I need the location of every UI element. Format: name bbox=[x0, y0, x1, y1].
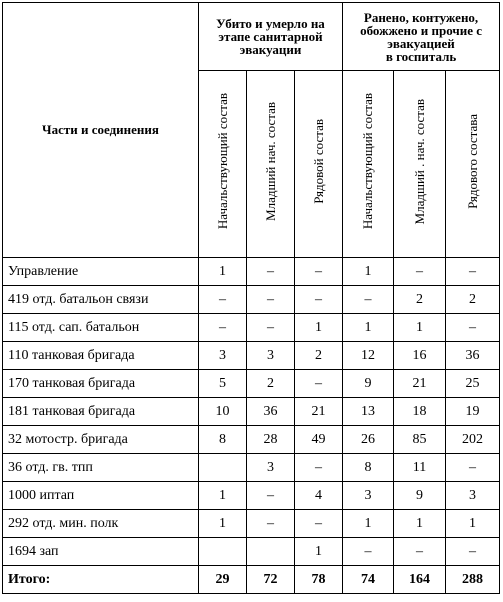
group-wounded-line: эвакуацией bbox=[387, 35, 455, 51]
unit-name: 1694 зап bbox=[3, 538, 199, 566]
table-cell: 18 bbox=[394, 398, 446, 426]
table-cell: 21 bbox=[394, 370, 446, 398]
table-cell: – bbox=[446, 258, 500, 286]
unit-name: 110 танковая бригада bbox=[3, 342, 199, 370]
unit-name: 115 отд. сап. батальон bbox=[3, 314, 199, 342]
table-cell: 1 bbox=[199, 258, 247, 286]
table-cell: – bbox=[199, 286, 247, 314]
total-cell: 78 bbox=[295, 566, 343, 594]
table-row bbox=[3, 454, 500, 482]
table-cell: 2 bbox=[295, 342, 343, 370]
table-cell: 1 bbox=[446, 510, 500, 538]
table-row bbox=[3, 286, 500, 314]
col-header-label: Младший . нач. состав bbox=[411, 98, 427, 225]
table-cell: – bbox=[247, 286, 295, 314]
table-row bbox=[3, 398, 500, 426]
table-row bbox=[3, 538, 500, 566]
table-cell: – bbox=[247, 510, 295, 538]
total-cell: 72 bbox=[247, 566, 295, 594]
table-cell: 202 bbox=[446, 426, 500, 454]
col-header-label: Младший нач. состав bbox=[262, 102, 278, 221]
col-header-5 bbox=[394, 71, 446, 258]
table-cell: 1 bbox=[394, 510, 446, 538]
table-cell: 10 bbox=[199, 398, 247, 426]
table-cell: – bbox=[295, 286, 343, 314]
table-cell: – bbox=[295, 454, 343, 482]
col-header-4 bbox=[343, 71, 394, 258]
table-cell: 49 bbox=[295, 426, 343, 454]
table-row bbox=[3, 314, 500, 342]
unit-name: Управление bbox=[3, 258, 199, 286]
unit-name: 292 отд. мин. полк bbox=[3, 510, 199, 538]
table-cell: – bbox=[394, 538, 446, 566]
col-header-label: Начальствующий состав bbox=[214, 93, 230, 230]
table-cell: 1 bbox=[394, 314, 446, 342]
table-cell: 36 bbox=[247, 398, 295, 426]
total-label: Итого: bbox=[3, 566, 199, 594]
col-header-1 bbox=[199, 71, 247, 258]
table-cell: 25 bbox=[446, 370, 500, 398]
col-header-6 bbox=[446, 71, 500, 258]
table-cell: 36 bbox=[446, 342, 500, 370]
table-cell: 11 bbox=[394, 454, 446, 482]
table-cell: 16 bbox=[394, 342, 446, 370]
table-cell: – bbox=[446, 538, 500, 566]
table-cell: – bbox=[295, 370, 343, 398]
col-header-label: Начальствующий состав bbox=[360, 93, 376, 230]
total-cell: 29 bbox=[199, 566, 247, 594]
table-cell: 3 bbox=[446, 482, 500, 510]
table-cell: – bbox=[295, 510, 343, 538]
unit-name: 32 мотостр. бригада bbox=[3, 426, 199, 454]
table-cell: 2 bbox=[394, 286, 446, 314]
table-cell: 13 bbox=[343, 398, 394, 426]
table-cell: – bbox=[199, 314, 247, 342]
table-cell: – bbox=[446, 454, 500, 482]
unit-name: 1000 иптап bbox=[3, 482, 199, 510]
table-cell: 3 bbox=[343, 482, 394, 510]
table-cell: 1 bbox=[343, 258, 394, 286]
row-header-label: Части и соединения bbox=[42, 122, 159, 137]
casualty-table bbox=[2, 2, 500, 594]
table-row bbox=[3, 482, 500, 510]
table-cell: 2 bbox=[247, 370, 295, 398]
group-wounded-line: обожжено и прочие с bbox=[360, 22, 482, 38]
table-cell: – bbox=[247, 258, 295, 286]
table-cell: 5 bbox=[199, 370, 247, 398]
table-cell: 26 bbox=[343, 426, 394, 454]
unit-name: 181 танковая бригада bbox=[3, 398, 199, 426]
table-cell: 1 bbox=[295, 538, 343, 566]
table-cell: 19 bbox=[446, 398, 500, 426]
total-cell: 74 bbox=[343, 566, 394, 594]
table-cell bbox=[199, 454, 247, 482]
table-row bbox=[3, 510, 500, 538]
table-cell: 85 bbox=[394, 426, 446, 454]
total-cell: 288 bbox=[446, 566, 500, 594]
table-cell: 1 bbox=[343, 510, 394, 538]
table-cell: 3 bbox=[199, 342, 247, 370]
table-cell: 1 bbox=[295, 314, 343, 342]
table-cell: 8 bbox=[343, 454, 394, 482]
table-cell: 3 bbox=[247, 342, 295, 370]
table-cell: – bbox=[446, 314, 500, 342]
table-cell: – bbox=[295, 258, 343, 286]
group-wounded-line: Ранено, контужено, bbox=[363, 9, 479, 25]
table-cell: 2 bbox=[446, 286, 500, 314]
row-header-cell bbox=[3, 3, 199, 258]
table-cell: 21 bbox=[295, 398, 343, 426]
table-row bbox=[3, 342, 500, 370]
total-row bbox=[3, 566, 500, 594]
table-cell: 4 bbox=[295, 482, 343, 510]
table-cell: – bbox=[394, 258, 446, 286]
table-cell bbox=[199, 538, 247, 566]
table-cell: 1 bbox=[199, 482, 247, 510]
col-header-label: Рядового состава bbox=[464, 114, 480, 209]
table-cell: – bbox=[343, 286, 394, 314]
table-cell: 8 bbox=[199, 426, 247, 454]
unit-name: 170 танковая бригада bbox=[3, 370, 199, 398]
col-header-2 bbox=[247, 71, 295, 258]
table-row bbox=[3, 258, 500, 286]
table-cell: 1 bbox=[199, 510, 247, 538]
col-header-label: Рядовой состав bbox=[310, 119, 326, 204]
table-cell bbox=[247, 538, 295, 566]
total-cell: 164 bbox=[394, 566, 446, 594]
table-cell: 9 bbox=[343, 370, 394, 398]
table-cell: – bbox=[247, 314, 295, 342]
unit-name: 419 отд. батальон связи bbox=[3, 286, 199, 314]
group-killed-header bbox=[199, 3, 343, 71]
table-cell: 9 bbox=[394, 482, 446, 510]
table-cell: – bbox=[247, 482, 295, 510]
group-killed-label: Убито и умерло на этапе санитарной эвакуации bbox=[216, 16, 325, 57]
table-cell: 3 bbox=[247, 454, 295, 482]
table-cell: 28 bbox=[247, 426, 295, 454]
table-cell: – bbox=[343, 538, 394, 566]
group-wounded-line: в госпиталь bbox=[385, 48, 457, 64]
group-wounded-header bbox=[343, 3, 500, 71]
table-row bbox=[3, 370, 500, 398]
unit-name: 36 отд. гв. тпп bbox=[3, 454, 199, 482]
table-cell: 1 bbox=[343, 314, 394, 342]
table-cell: 12 bbox=[343, 342, 394, 370]
col-header-3 bbox=[295, 71, 343, 258]
table-row bbox=[3, 426, 500, 454]
